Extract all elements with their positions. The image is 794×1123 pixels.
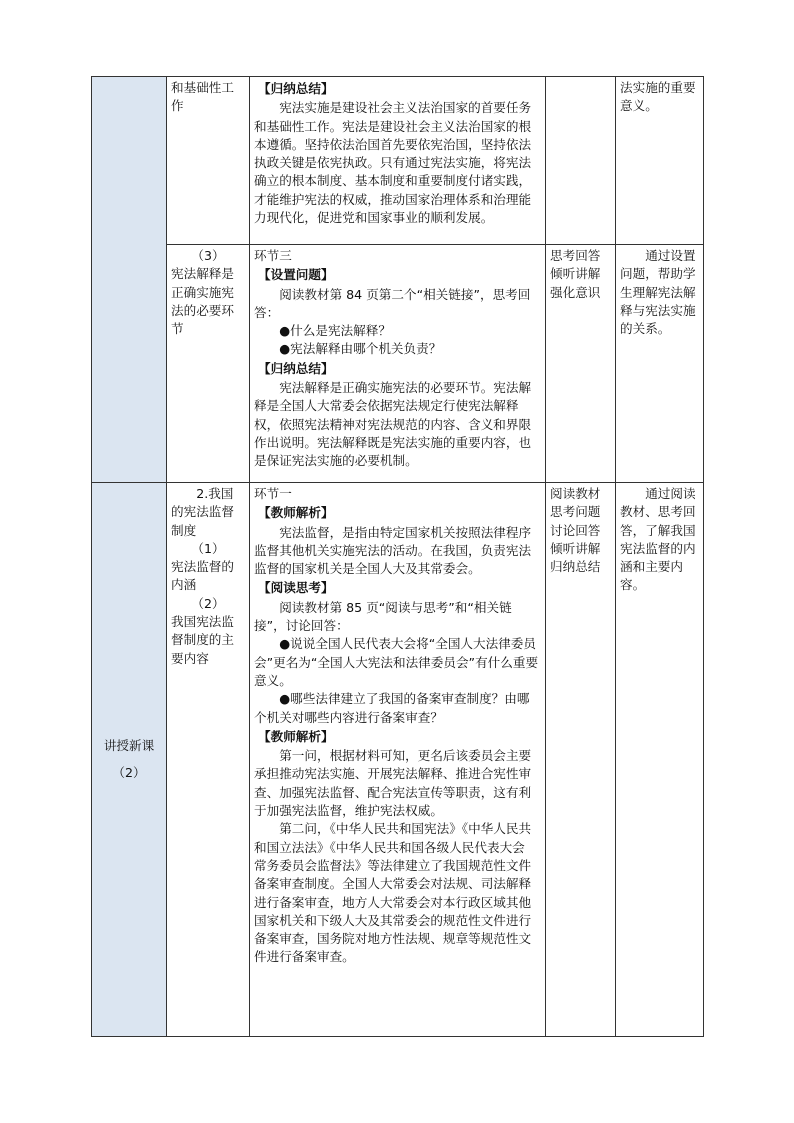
answer-text: 第一问，根据材料可知，更名后该委员会主要承担推动宪法实施、开展宪法解释、推进合宪性审查、加强宪法监督、配合宪法宣传等职责，这有利于加强宪法监督，维护宪法权威。 [254,748,532,819]
subtopic-number: （2） [191,595,225,611]
student-activity: 阅读教材思考问题讨论回答倾听讲解归纳总结 [550,486,601,575]
teacher-analysis-text: 宪法监督，是指由特定国家机关按照法律程序监督其他机关实施宪法的活动。在我国，负责宪法监督的国家机关是全国人大及其常委会。 [254,524,532,577]
reading-question: ●哪些法律建立了我国的备案审查制度？由哪个机关对哪些内容进行备案审查？ [254,691,530,725]
table-row [92,245,704,483]
student-cell [546,77,616,245]
subtopic-text: 宪法监督的内涵 [171,559,234,593]
table-row [92,77,704,245]
summary-tag: 【归纳总结】 [258,360,334,376]
topic-title: 2.我国的宪法监督制度 [171,486,234,538]
topic-cell [167,483,250,1037]
reading-tag: 【阅读思考】 [258,580,334,596]
topic-number: （3） [191,248,225,263]
stage-title: 讲授新课 [103,738,155,754]
teacher-analysis-tag: 【教师解析】 [258,728,334,744]
question-tag: 【设置问题】 [258,267,334,283]
activity-cell [250,245,546,483]
intent-cell [616,483,704,1037]
student-activity: 思考回答倾听讲解强化意识 [550,248,601,300]
intent-text: 通过阅读教材、思考回答，了解我国宪法监督的内涵和主要内容。 [620,486,696,593]
reading-question: ●说说全国人民代表大会将“全国人大法律委员会”更名为“全国人大宪法和法律委员会”有什么重要意义。 [254,636,539,688]
step-label: 环节一 [254,486,292,501]
table-row [92,483,704,1037]
student-cell [546,483,616,1037]
question-item: ●什么是宪法解释？ [279,323,391,339]
summary-text: 宪法解释是正确实施宪法的必要环节。宪法解释是全国人大常委会依据宪法规定行使宪法解释权，依照宪法精神对宪法规范的内容、含义和界限作出说明。宪法解释既是宪法实施的重要内容，也是保证宪法实施的必要机制。 [254,380,532,469]
stage-cell [92,483,167,1037]
stage-number: （2） [112,764,146,780]
summary-tag: 【归纳总结】 [258,81,334,96]
question-intro: 阅读教材第 84 页第二个“相关链接”，思考回答： [254,286,531,320]
stage-cell-continued [92,77,167,483]
summary-text: 宪法实施是建设社会主义法治国家的首要任务和基础性工作。宪法是建设社会主义法治国家的根本遵循。坚持依法治国首先要依宪治国，坚持依法执政关键是依宪执政。只有通过宪法实施，将宪法确立的根本制度、基本制度和重要制度付诸实践，才能维护宪法的权威，推动国家治理体系和治理能力现代化，促进党和国家事业的顺利发展。 [254,100,532,226]
subtopic-number: （1） [191,540,225,556]
lesson-plan-table [91,76,704,1037]
topic-text: 宪法解释是正确实施宪法的必要环节 [171,266,234,337]
reading-intro: 阅读教材第 85 页“阅读与思考”和“相关链接”，讨论回答： [254,599,512,634]
intent-text: 通过设置问题，帮助学生理解宪法解释与宪法实施的关系。 [620,248,696,337]
topic-text: 和基础性工作 [171,80,234,114]
student-cell [546,245,616,483]
activity-cell [250,483,546,1037]
subtopic-text: 我国宪法监督制度的主要内容 [171,614,234,666]
intent-cell [616,77,704,245]
question-item: ●宪法解释由哪个机关负责？ [279,341,442,357]
activity-cell [250,77,546,245]
step-label: 环节三 [254,248,292,263]
topic-cell [167,245,250,483]
intent-cell [616,245,704,483]
teacher-analysis-tag: 【教师解析】 [258,505,334,521]
topic-cell [167,77,250,245]
intent-text: 法实施的重要意义。 [620,80,696,114]
answer-text: 第二问，《中华人民共和国宪法》《中华人民共和国立法法》《中华人民共和国各级人民代表大会 常务委员会监督法》等法律建立了我国规范性文件备案审查制度。全国人大常委会对法规、司法解释进行备案审查，地方人大常委会对本行政区域其他国家机关和下级人大及其常委会的规范性文件进行备案审查，国务院对地方性法规、规章等规范性文件进行备案审查。 [254,821,532,965]
